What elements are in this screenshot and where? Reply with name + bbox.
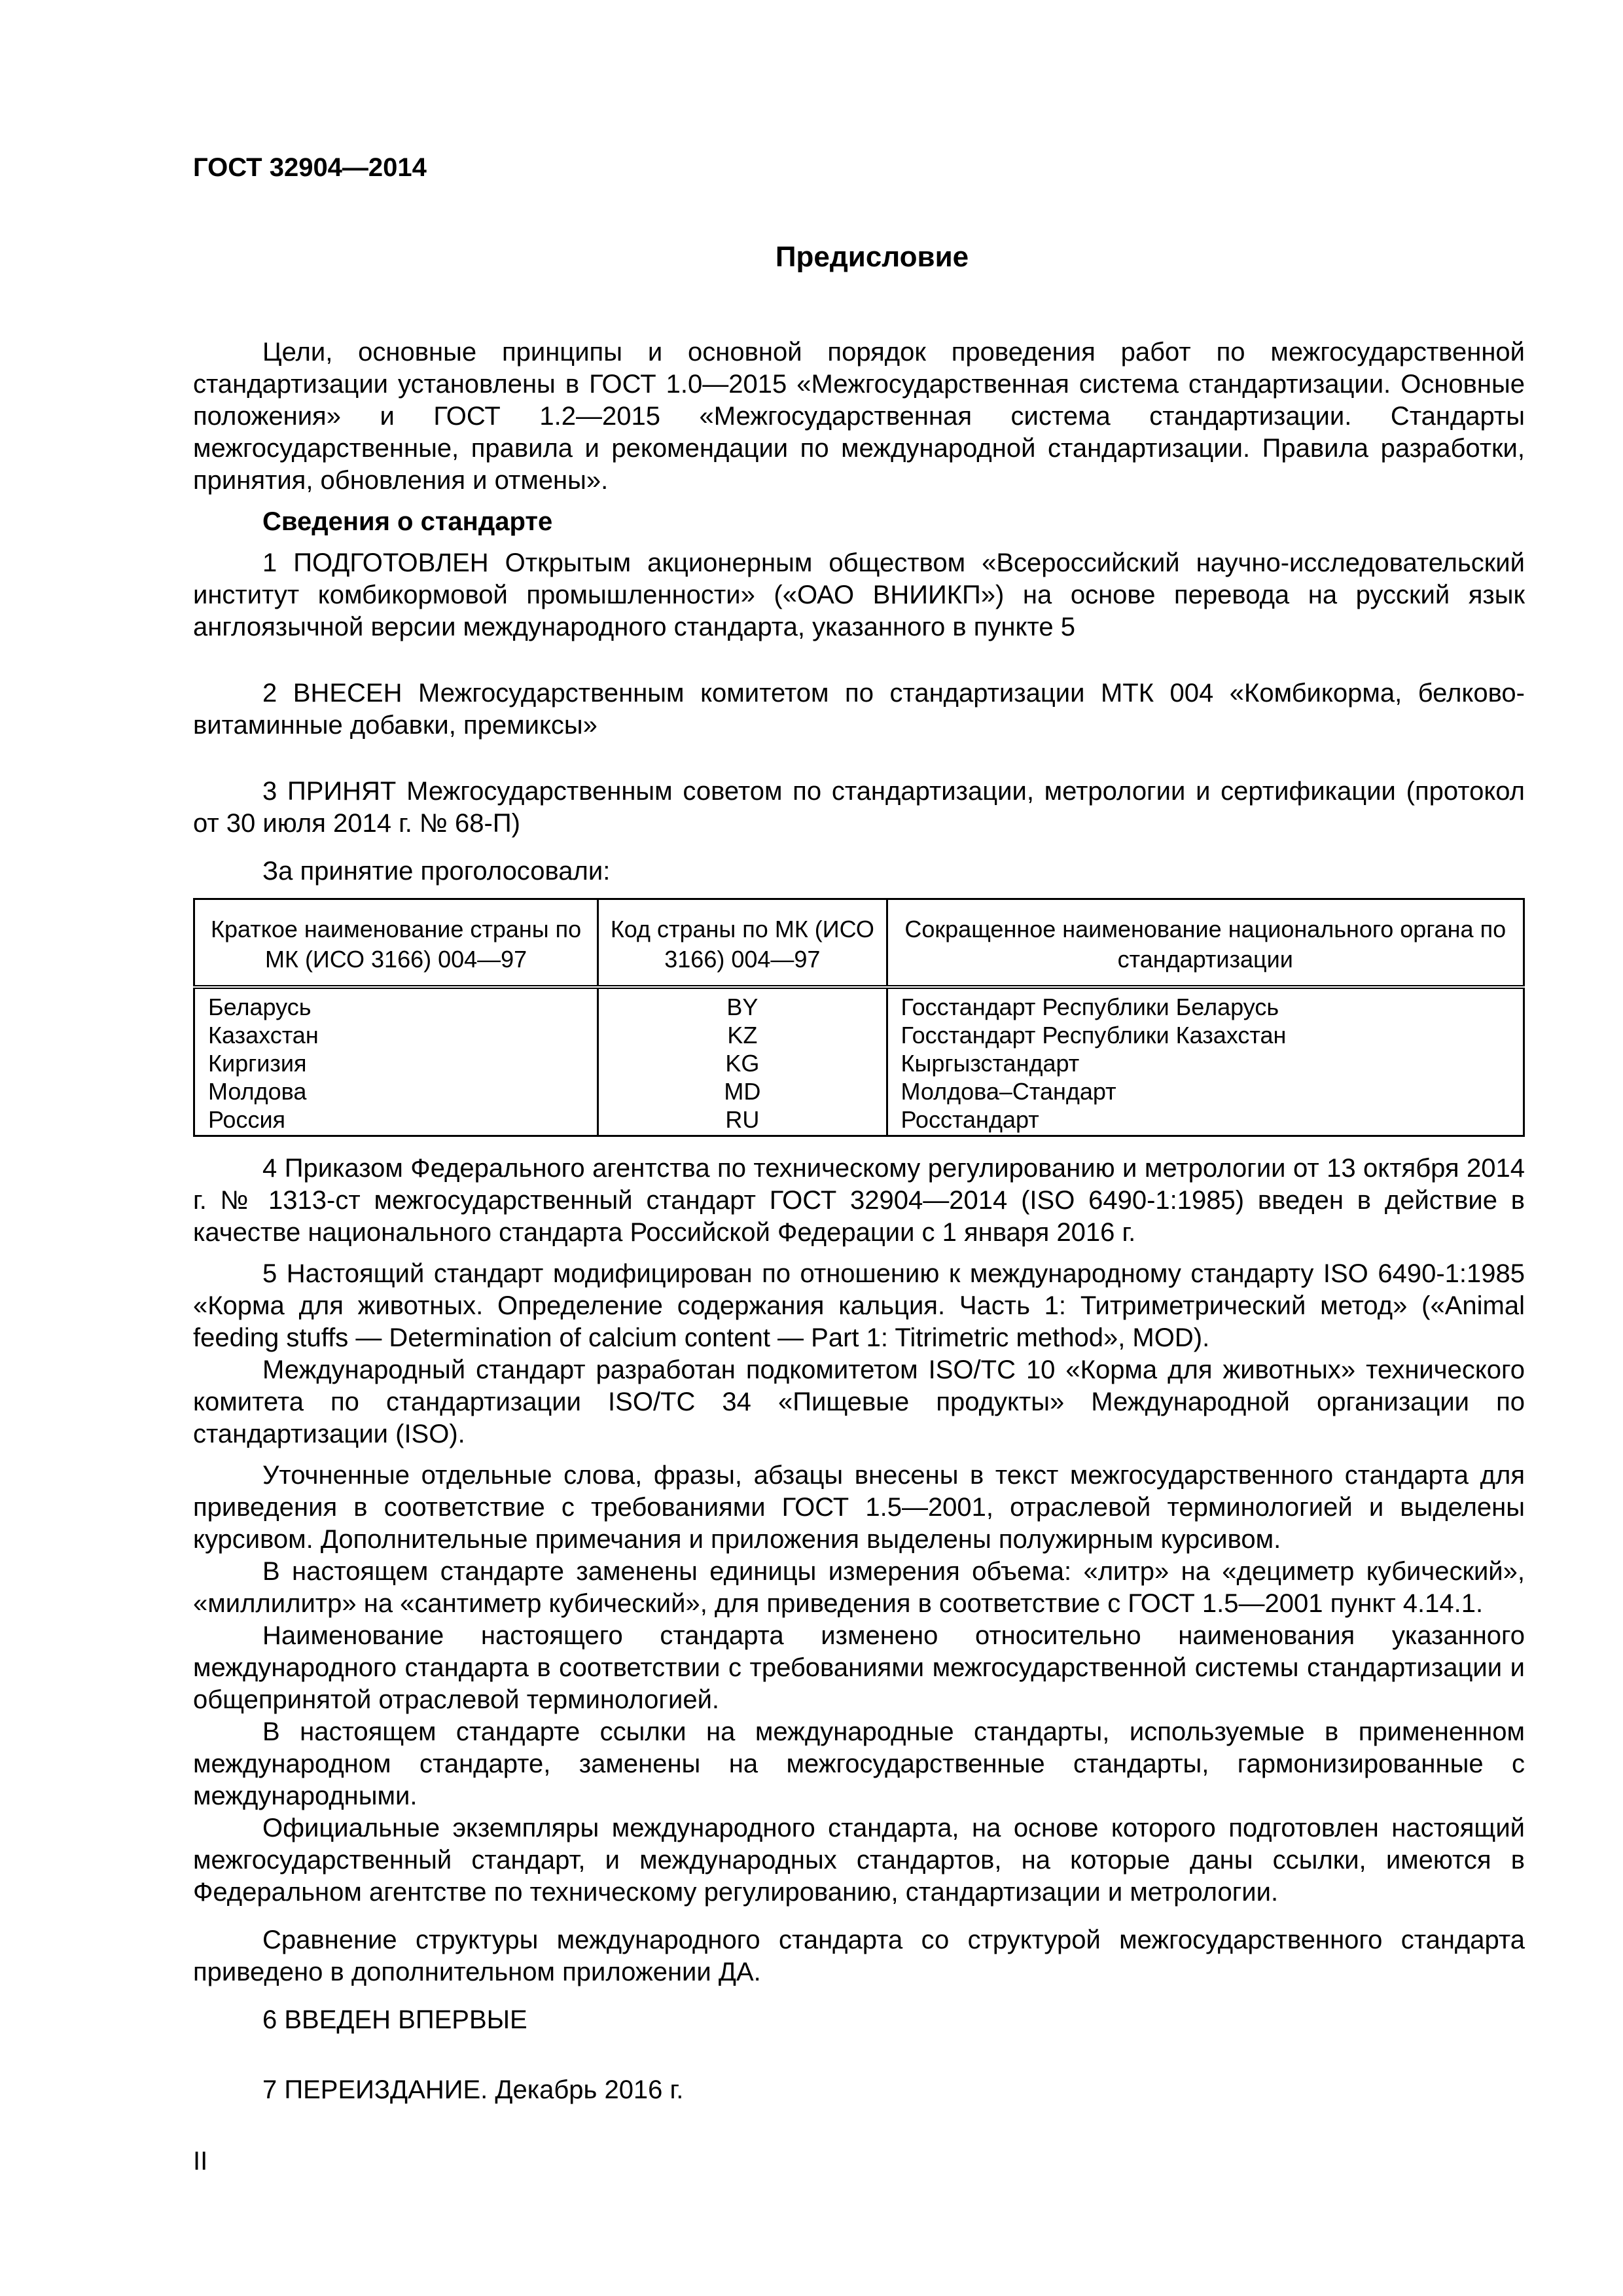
- cell-code: KZ: [598, 1021, 887, 1049]
- page-number: II: [193, 2147, 208, 2176]
- cell-body: Росстандарт: [887, 1105, 1524, 1136]
- cell-country: Беларусь: [194, 987, 598, 1021]
- cell-country: Киргизия: [194, 1049, 598, 1077]
- column-header-country: Краткое наименование страны по МК (ИСО 3166) 004—97: [194, 899, 598, 988]
- table-header-row: [194, 899, 1524, 988]
- item-5-official-copies-paragraph: Официальные экземпляры международного стандарта, на основе которого подготовлен настоящий межгосударственный стандарт, и международных стандартов, на которые даны ссылки, имеются в Федеральном агентстве по техническому регулированию, стандартизации и метрологии.: [193, 1814, 1525, 1907]
- table-row: [194, 1077, 1524, 1105]
- voted-label: За принятие проголосовали:: [262, 857, 611, 886]
- item-7-paragraph: 7 ПЕРЕИЗДАНИЕ. Декабрь 2016 г.: [262, 2075, 684, 2104]
- cell-country: Казахстан: [194, 1021, 598, 1049]
- page-title: Предисловие: [775, 241, 969, 273]
- cell-body: Госстандарт Республики Беларусь: [887, 987, 1524, 1021]
- item-1-paragraph: 1 ПОДГОТОВЛЕН Открытым акционерным обществом «Всероссийский научно-исследовательский институт комбикормовой промышленности» («ОАО ВНИИКП») на основе перевода на русский язык англоязычной версии международного стандарта, указанного в пункте 5: [193, 548, 1525, 641]
- column-header-code: Код страны по МК (ИСО 3166) 004—97: [598, 899, 887, 988]
- cell-code: MD: [598, 1077, 887, 1105]
- cell-body: Госстандарт Республики Казахстан: [887, 1021, 1524, 1049]
- standard-code-header: ГОСТ 32904—2014: [193, 153, 427, 182]
- cell-code: KG: [598, 1049, 887, 1077]
- item-5-structure-comparison-paragraph: Сравнение структуры международного стандарта со структурой межгосударственного стандарта приведено в дополнительном приложении ДА.: [193, 1926, 1525, 1986]
- table-row: [194, 1049, 1524, 1077]
- cell-body: Кыргызстандарт: [887, 1049, 1524, 1077]
- item-3-paragraph: 3 ПРИНЯТ Межгосударственным советом по стандартизации, метрологии и сертификации (протокол от 30 июля 2014 г. № 68-П): [193, 777, 1525, 838]
- cell-country: Молдова: [194, 1077, 598, 1105]
- item-4-paragraph: 4 Приказом Федерального агентства по техническому регулированию и метрологии от 13 октября 2014 г. № 1313-ст межгосударственный стандарт ГОСТ 32904—2014 (ISO 6490-1:1985) введен в действие в качестве национального стандарта Российской Федерации с 1 января 2016 г.: [193, 1154, 1525, 1247]
- cell-code: BY: [598, 987, 887, 1021]
- item-5-title-change-paragraph: Наименование настоящего стандарта изменено относительно наименования указанного международного стандарта в соответствии с требованиями межгосударственной системы стандартизации и общепринятой отраслевой терминологией.: [193, 1621, 1525, 1714]
- section-heading-info: Сведения о стандарте: [262, 507, 553, 536]
- document-page: [193, 152, 1525, 2106]
- cell-code: RU: [598, 1105, 887, 1136]
- item-5-paragraph: 5 Настоящий стандарт модифицирован по отношению к международному стандарту ISO 6490-1:1985 «Корма для животных. Определение содержания кальция. Часть 1: Титриметрический метод» («Animal feeding stuffs — Determination of calcium content — Part 1: Titrimetric method», MOD).: [193, 1259, 1525, 1352]
- intro-paragraph: Цели, основные принципы и основной порядок проведения работ по межгосударственной стандартизации установлены в ГОСТ 1.0—2015 «Межгосударственная система стандартизации. Основные положения» и ГОСТ 1.2—2015 «Межгосударственная система стандартизации. Стандарты межгосударственные, правила и рекомендации по международной стандартизации. Правила разработки, принятия, обновления и отмены».: [193, 338, 1525, 495]
- table-row: [194, 987, 1524, 1021]
- item-6-paragraph: 6 ВВЕДЕН ВПЕРВЫЕ: [262, 2005, 527, 2034]
- item-5-units-paragraph: В настоящем стандарте заменены единицы измерения объема: «литр» на «дециметр кубический», «миллилитр» на «сантиметр кубический», для приведения в соответствие с ГОСТ 1.5—2001 пункт 4.14.1.: [193, 1557, 1525, 1618]
- item-5-iso-committee-paragraph: Международный стандарт разработан подкомитетом ISO/TC 10 «Корма для животных» технического комитета по стандартизации ISO/TC 34 «Пищевые продукты» Международной организации по стандартизации (ISO).: [193, 1355, 1525, 1448]
- item-2-paragraph: 2 ВНЕСЕН Межгосударственным комитетом по стандартизации МТК 004 «Комбикорма, белково-витаминные добавки, премиксы»: [193, 679, 1525, 740]
- cell-body: Молдова–Стандарт: [887, 1077, 1524, 1105]
- column-header-body: Сокращенное наименование национального органа по стандартизации: [887, 899, 1524, 988]
- voting-countries-table: [193, 898, 1525, 1137]
- item-5-references-paragraph: В настоящем стандарте ссылки на международные стандарты, используемые в примененном международном стандарте, заменены на межгосударственные стандарты, гармонизированные с международными.: [193, 1717, 1525, 1810]
- item-5-italic-note-paragraph: Уточненные отдельные слова, фразы, абзацы внесены в текст межгосударственного стандарта для приведения в соответствие с требованиями ГОСТ 1.5—2001, отраслевой терминологией и выделены курсивом. Дополнительные примечания и приложения выделены полужирным курсивом.: [193, 1461, 1525, 1554]
- cell-country: Россия: [194, 1105, 598, 1136]
- table-row: [194, 1021, 1524, 1049]
- table-row: [194, 1105, 1524, 1136]
